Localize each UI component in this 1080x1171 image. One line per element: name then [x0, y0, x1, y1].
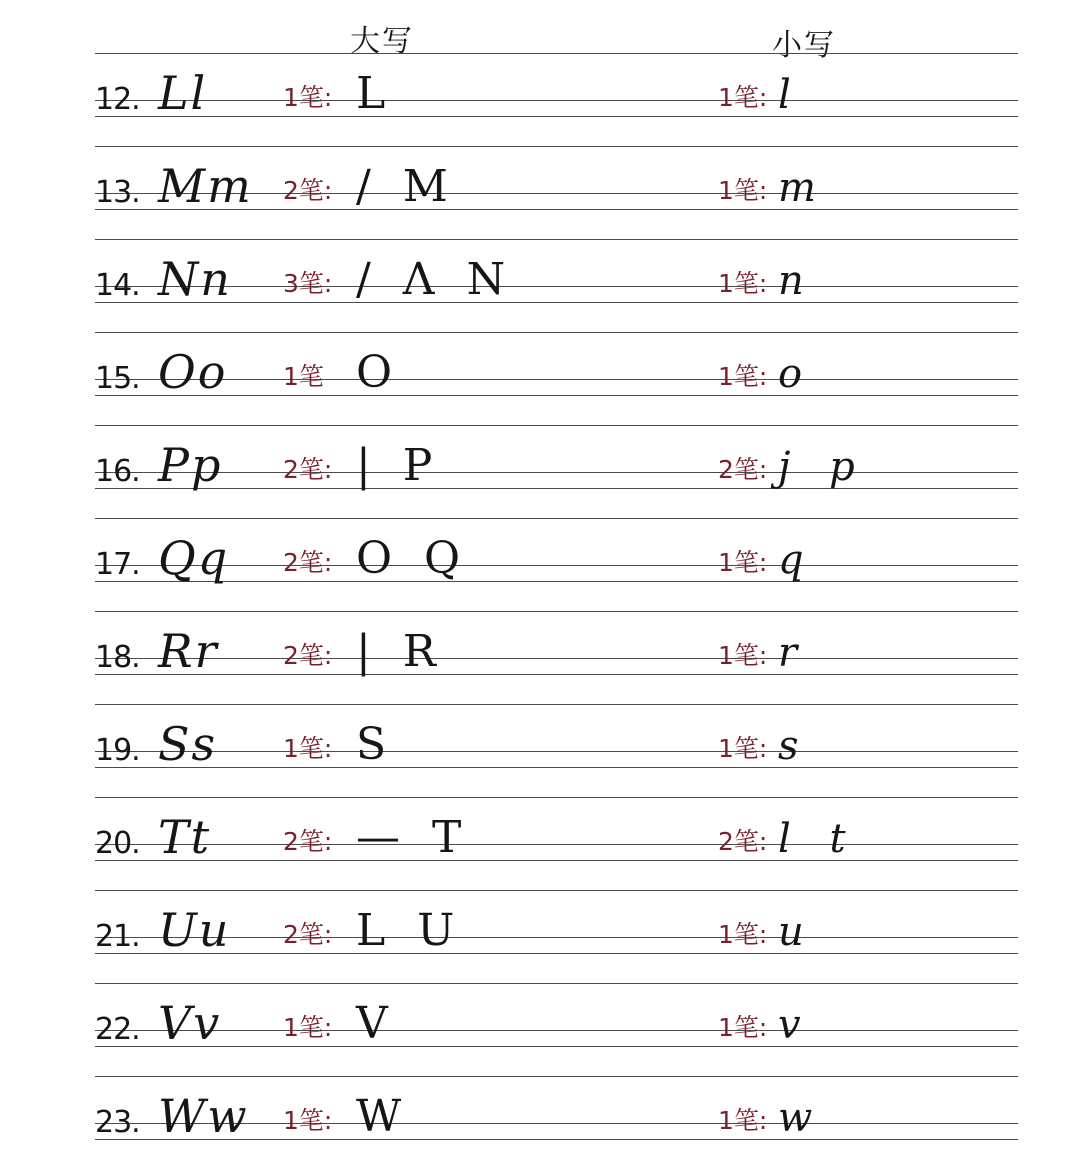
- lowercase-stroke-steps: s: [778, 723, 799, 769]
- row-number: 13.: [95, 175, 140, 210]
- uppercase-stroke-count: 2笔:: [283, 641, 333, 670]
- lowercase-stroke-steps: r: [778, 630, 798, 676]
- uppercase-stroke-steps: L: [356, 68, 386, 119]
- lowercase-stroke-steps: w: [778, 1095, 813, 1141]
- letter-row: [0, 863, 1080, 956]
- letter-row: [0, 491, 1080, 584]
- letter-row: [0, 956, 1080, 1049]
- lowercase-stroke-steps: u: [778, 909, 804, 955]
- row-number: 16.: [95, 454, 140, 489]
- lowercase-stroke-count: 1笔:: [718, 734, 768, 763]
- uppercase-stroke-steps: | P: [356, 440, 433, 491]
- row-number: 20.: [95, 826, 140, 861]
- lowercase-stroke-count: 1笔:: [718, 641, 768, 670]
- lowercase-stroke-count: 1笔:: [718, 1013, 768, 1042]
- letter-row: [0, 770, 1080, 863]
- uppercase-stroke-count: 1笔:: [283, 734, 333, 763]
- lowercase-stroke-count: 1笔:: [718, 362, 768, 391]
- row-number: 18.: [95, 640, 140, 675]
- row-number: 22.: [95, 1012, 140, 1047]
- lowercase-stroke-count: 1笔:: [718, 269, 768, 298]
- lowercase-stroke-steps: v: [778, 1002, 801, 1048]
- letter-row: [0, 1049, 1080, 1142]
- lowercase-stroke-steps: l t: [778, 816, 846, 862]
- row-number: 14.: [95, 268, 140, 303]
- uppercase-stroke-count: 3笔:: [283, 269, 333, 298]
- letter-pair: Pp: [158, 438, 223, 492]
- letter-pair: Tt: [158, 810, 212, 864]
- uppercase-stroke-count: 2笔:: [283, 176, 333, 205]
- row-number: 21.: [95, 919, 140, 954]
- letter-pair: Uu: [158, 903, 231, 957]
- uppercase-stroke-count: 2笔:: [283, 827, 333, 856]
- uppercase-stroke-steps: — T: [356, 812, 462, 863]
- uppercase-stroke-count: 1笔: [283, 362, 324, 391]
- letter-row: [0, 305, 1080, 398]
- lowercase-stroke-count: 1笔:: [718, 176, 768, 205]
- letter-pair: Ll: [158, 66, 208, 120]
- uppercase-stroke-steps: | R: [356, 626, 436, 677]
- row-number: 17.: [95, 547, 140, 582]
- letter-row: [0, 398, 1080, 491]
- uppercase-stroke-count: 2笔:: [283, 920, 333, 949]
- uppercase-stroke-steps: L U: [356, 905, 455, 956]
- letter-row: [0, 584, 1080, 677]
- lowercase-stroke-steps: o: [778, 351, 803, 397]
- row-number: 12.: [95, 82, 140, 117]
- lowercase-stroke-count: 2笔:: [718, 827, 768, 856]
- letter-pair: Nn: [158, 252, 232, 306]
- lowercase-stroke-count: 1笔:: [718, 548, 768, 577]
- letter-pair: Rr: [158, 624, 219, 678]
- lowercase-stroke-steps: q: [778, 537, 804, 583]
- uppercase-stroke-steps: / Λ N: [356, 254, 506, 305]
- lowercase-stroke-steps: l: [778, 72, 791, 118]
- letter-pair: Vv: [158, 996, 222, 1050]
- uppercase-column-header: 大写: [350, 24, 414, 59]
- letter-row: [0, 119, 1080, 212]
- uppercase-stroke-count: 1笔:: [283, 83, 333, 112]
- letter-pair: Qq: [158, 531, 230, 585]
- lowercase-stroke-count: 2笔:: [718, 455, 768, 484]
- lowercase-stroke-count: 1笔:: [718, 920, 768, 949]
- uppercase-stroke-count: 2笔:: [283, 548, 333, 577]
- lowercase-stroke-steps: j p: [778, 444, 855, 490]
- letter-pair: Mm: [158, 159, 253, 213]
- uppercase-stroke-steps: O: [356, 347, 393, 398]
- letter-pair: Ww: [158, 1089, 249, 1143]
- row-number: 23.: [95, 1105, 140, 1140]
- uppercase-stroke-count: 1笔:: [283, 1106, 333, 1135]
- row-number: 15.: [95, 361, 140, 396]
- lowercase-stroke-steps: m: [778, 165, 816, 211]
- letter-pair: Oo: [158, 345, 228, 399]
- uppercase-stroke-steps: W: [356, 1091, 402, 1142]
- lowercase-stroke-count: 1笔:: [718, 83, 768, 112]
- uppercase-stroke-count: 2笔:: [283, 455, 333, 484]
- uppercase-stroke-steps: S: [356, 719, 387, 770]
- uppercase-stroke-steps: O Q: [356, 533, 461, 584]
- letter-row: [0, 212, 1080, 305]
- lowercase-stroke-count: 1笔:: [718, 1106, 768, 1135]
- letter-pair: Ss: [158, 717, 218, 771]
- letter-row: [0, 677, 1080, 770]
- uppercase-stroke-count: 1笔:: [283, 1013, 333, 1042]
- uppercase-stroke-steps: V: [356, 998, 388, 1049]
- lowercase-stroke-steps: n: [778, 258, 804, 304]
- lowercase-column-header: 小写: [772, 28, 836, 63]
- row-number: 19.: [95, 733, 140, 768]
- letter-row: [0, 26, 1080, 119]
- uppercase-stroke-steps: / M: [356, 161, 448, 212]
